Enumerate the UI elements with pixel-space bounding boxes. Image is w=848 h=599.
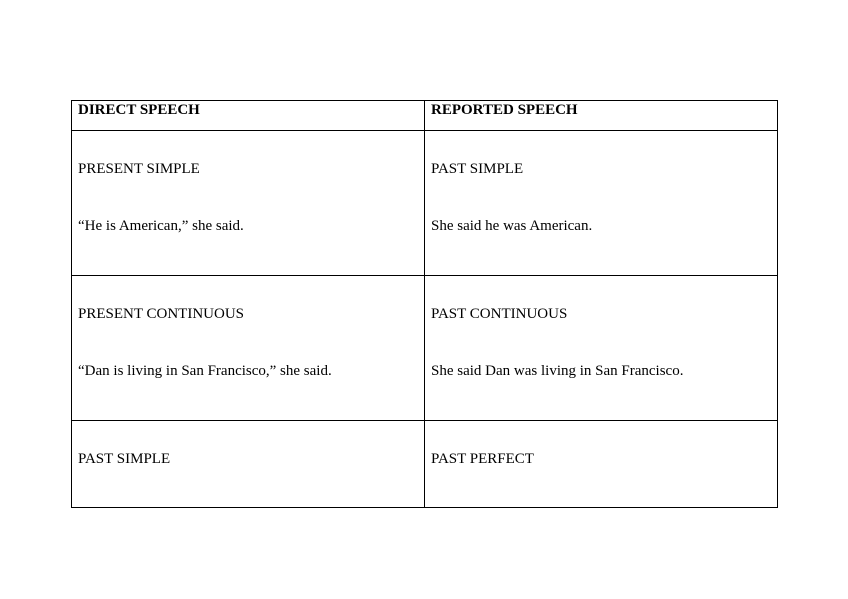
reported-cell — [425, 421, 778, 508]
reported-cell — [425, 131, 778, 276]
direct-cell — [72, 276, 425, 421]
table-row — [72, 131, 778, 276]
direct-tense-label: PRESENT SIMPLE — [78, 161, 200, 177]
reported-speech-table — [71, 100, 778, 508]
direct-cell — [72, 131, 425, 276]
table-row — [72, 421, 778, 508]
direct-tense-label: PAST SIMPLE — [78, 451, 171, 467]
direct-example-sentence: “He is American,” she said. — [78, 218, 244, 234]
direct-example-sentence: “Dan is living in San Francisco,” she said. — [78, 363, 332, 379]
direct-cell — [72, 421, 425, 508]
reported-example-sentence: She said Dan was living in San Francisco. — [431, 363, 684, 379]
direct-tense-label: PRESENT CONTINUOUS — [78, 306, 244, 322]
reported-cell — [425, 276, 778, 421]
reported-tense-label: PAST SIMPLE — [431, 161, 524, 177]
reported-tense-label: PAST CONTINUOUS — [431, 306, 568, 322]
reported-example-sentence: She said he was American. — [431, 218, 593, 234]
table-row — [72, 276, 778, 421]
header-reported-speech: REPORTED SPEECH — [425, 101, 778, 131]
reported-tense-label: PAST PERFECT — [431, 451, 534, 467]
header-direct-speech: DIRECT SPEECH — [72, 101, 425, 131]
table-header-row — [72, 101, 778, 131]
